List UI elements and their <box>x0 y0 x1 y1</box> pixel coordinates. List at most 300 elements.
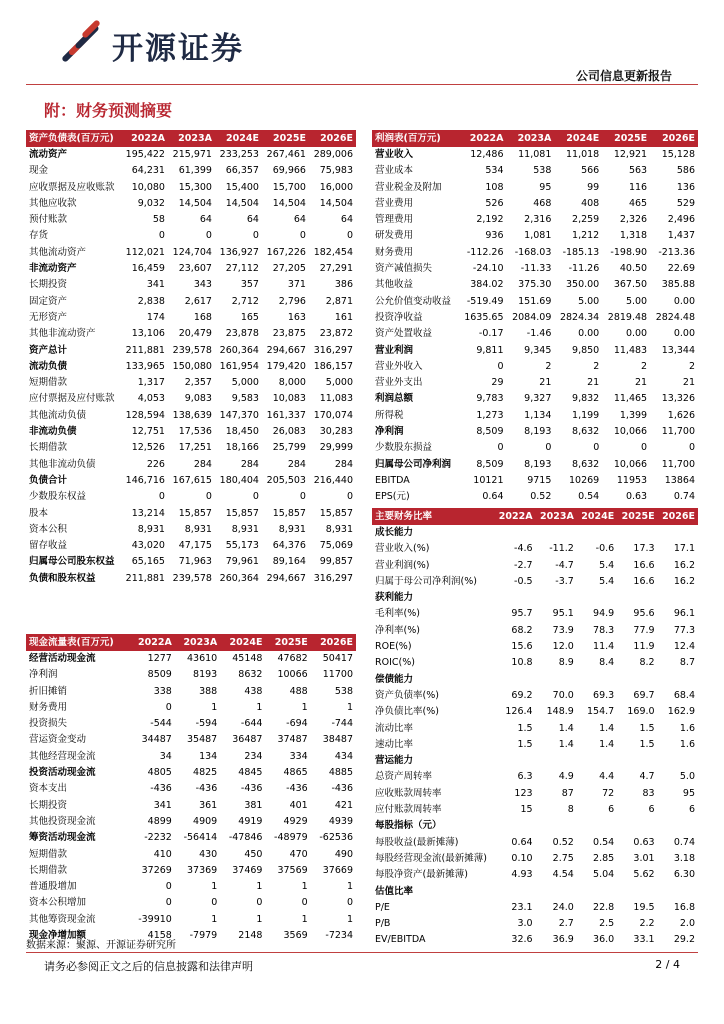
row-value <box>536 818 577 834</box>
row-value: 138,639 <box>172 409 212 421</box>
row-value: 9,811 <box>476 344 504 356</box>
table-row <box>372 457 698 473</box>
row-value: 64 <box>246 214 259 226</box>
row-value: -56414 <box>183 832 218 844</box>
row-value <box>617 590 657 606</box>
row-value: 4865 <box>283 767 308 779</box>
table-row <box>26 781 356 797</box>
row-value: 21 <box>635 377 648 389</box>
row-value <box>617 818 657 834</box>
row-label: ROE(%) <box>375 641 412 653</box>
row-value: 12,526 <box>131 442 165 454</box>
row-value: 2148 <box>238 930 263 942</box>
row-value: 161,954 <box>219 360 259 372</box>
year-header: 2022A <box>494 508 535 525</box>
row-value <box>577 753 617 769</box>
row-value <box>658 672 698 688</box>
table-row <box>26 310 356 326</box>
row-value: 4885 <box>328 767 353 779</box>
table-row <box>26 147 356 163</box>
row-value: 95.1 <box>552 608 574 620</box>
row-value: 0 <box>545 442 552 454</box>
row-value: 133,965 <box>125 360 165 372</box>
ratio-table <box>372 508 698 949</box>
row-value: 1 <box>256 701 263 713</box>
table-row <box>26 506 356 522</box>
row-value: 0.52 <box>530 491 552 503</box>
row-value: 77.3 <box>673 624 695 636</box>
row-value: 17.1 <box>673 543 695 555</box>
row-value <box>617 672 657 688</box>
row-value: 23,875 <box>272 328 306 340</box>
row-value: 95.6 <box>633 608 655 620</box>
row-label: 每股指标（元） <box>375 820 442 832</box>
row-value: 529 <box>676 197 695 209</box>
row-value: 5.4 <box>599 575 615 587</box>
row-value: 0 <box>256 897 263 909</box>
row-value: 161,337 <box>266 409 306 421</box>
row-value: 27,112 <box>225 263 259 275</box>
row-value: 9,783 <box>476 393 504 405</box>
row-value: -185.13 <box>562 246 600 258</box>
table-title: 利润表(百万元) <box>372 130 459 147</box>
row-value: 8.2 <box>639 657 655 669</box>
row-value: 6.3 <box>517 771 533 783</box>
row-value: 3.18 <box>673 852 695 864</box>
row-value: 25,799 <box>272 442 306 454</box>
table-row <box>26 879 356 895</box>
row-label: 财务费用 <box>29 701 68 713</box>
row-value: 0 <box>346 897 353 909</box>
table-row <box>26 457 356 473</box>
table-row <box>372 163 698 179</box>
row-value: 316,297 <box>313 572 353 584</box>
row-value: 1.4 <box>599 722 615 734</box>
table-row <box>372 375 698 391</box>
row-value: 8.7 <box>679 657 695 669</box>
row-value: 22.8 <box>593 901 615 913</box>
row-value: 2 <box>545 360 552 372</box>
income-statement-table <box>372 130 698 506</box>
row-value: -112.26 <box>466 246 504 258</box>
row-value: 4939 <box>328 815 353 827</box>
row-value: 8,193 <box>524 426 552 438</box>
row-value: 10,083 <box>272 393 306 405</box>
row-value: 165 <box>240 311 259 323</box>
year-header: 2023A <box>536 508 577 525</box>
row-label: 股本 <box>29 507 49 519</box>
row-value: 465 <box>628 197 648 209</box>
table-row <box>26 180 356 196</box>
table-row <box>26 440 356 456</box>
row-label: 归属母公司股东权益 <box>29 556 115 568</box>
row-value: 1,399 <box>619 409 648 421</box>
row-value: 126.4 <box>505 706 533 718</box>
row-value: 1.4 <box>558 738 574 750</box>
row-value: 43610 <box>187 653 218 664</box>
row-label: P/E <box>375 901 390 913</box>
row-value: 1.5 <box>517 738 533 750</box>
row-value: 408 <box>581 197 600 209</box>
row-value <box>494 590 535 606</box>
row-value: 15.6 <box>511 641 533 653</box>
row-value: 23,872 <box>319 328 353 340</box>
row-value: 18,450 <box>225 426 259 438</box>
row-value <box>494 884 535 900</box>
row-value <box>658 525 698 541</box>
row-value: 75,069 <box>319 540 353 552</box>
row-value: 23,607 <box>178 263 212 275</box>
row-value: 37269 <box>141 864 172 876</box>
row-value: 0.00 <box>625 328 648 340</box>
row-value: 488 <box>289 685 308 697</box>
row-value: 226 <box>146 458 165 470</box>
section-title: 附：财务预测摘要 <box>44 101 173 120</box>
row-value: 2,192 <box>476 214 504 226</box>
table-row <box>372 261 698 277</box>
row-value: 6 <box>688 804 695 816</box>
row-label: 资产减值损失 <box>375 263 433 275</box>
row-value: 6.30 <box>673 869 695 881</box>
row-label: 归属于母公司净利润(%) <box>375 575 477 587</box>
row-value: 3569 <box>283 930 308 942</box>
table-row <box>26 830 356 846</box>
row-label: 营业利润 <box>375 344 414 356</box>
row-value <box>658 590 698 606</box>
disclaimer: 请务必参阅正文之后的信息披露和法律声明 <box>44 960 253 973</box>
table-row <box>26 261 356 277</box>
balance-sheet-table <box>26 130 356 587</box>
row-value: -1.46 <box>526 328 552 340</box>
row-value <box>658 753 698 769</box>
row-value: 14,504 <box>272 197 306 209</box>
table-row <box>372 424 698 440</box>
row-value: 0 <box>299 491 306 503</box>
row-label: 净负债比率(%) <box>375 706 439 718</box>
row-value: 73.9 <box>552 624 574 636</box>
row-value: 1,318 <box>619 230 648 242</box>
year-header: 2023A <box>507 130 555 147</box>
row-value: 16.2 <box>673 575 695 587</box>
row-value: 12,486 <box>470 149 504 160</box>
row-value: 2824.48 <box>655 311 695 323</box>
row-value: 71,963 <box>178 556 212 568</box>
row-value: 284 <box>240 458 259 470</box>
row-value: 334 <box>289 750 308 762</box>
row-value: 5.04 <box>593 869 615 881</box>
row-label: 长期投资 <box>29 279 68 291</box>
row-value: 2,838 <box>137 295 165 307</box>
row-value: 11,083 <box>319 393 353 405</box>
row-label: 资产负债率(%) <box>375 689 439 701</box>
table-row <box>26 277 356 293</box>
row-value: 0 <box>593 442 600 454</box>
row-value: 10121 <box>473 474 504 486</box>
table-row <box>372 440 698 456</box>
row-value: 1.4 <box>558 722 574 734</box>
row-value: 128,594 <box>125 409 165 421</box>
row-value: 13,326 <box>661 393 695 405</box>
table-row <box>372 558 698 574</box>
row-value: 22.69 <box>667 263 695 275</box>
row-value: -48979 <box>274 832 308 844</box>
row-value: 9,850 <box>572 344 600 356</box>
row-label: 投资损失 <box>29 718 68 730</box>
row-value <box>577 672 617 688</box>
row-value: 284 <box>334 458 353 470</box>
row-value: 0 <box>165 881 172 893</box>
row-value: 239,578 <box>172 572 212 584</box>
row-value: 11,081 <box>518 149 552 160</box>
row-value: 8,632 <box>572 426 600 438</box>
row-value: 10,066 <box>613 426 648 438</box>
table-row <box>26 408 356 424</box>
report-type: 公司信息更新报告 <box>575 69 672 83</box>
row-value: 538 <box>533 165 552 177</box>
row-value: 96.1 <box>673 608 695 620</box>
row-value: 34487 <box>141 734 172 746</box>
row-value: 147,370 <box>219 409 259 421</box>
row-value: 0 <box>205 230 212 242</box>
row-value: 534 <box>485 165 504 177</box>
row-value: -644 <box>240 718 263 730</box>
table-row <box>26 212 356 228</box>
row-value: -7234 <box>325 930 353 942</box>
row-value: 0.74 <box>673 491 695 503</box>
row-value: 1 <box>211 881 218 893</box>
row-value: 9,345 <box>524 344 552 356</box>
table-header-row <box>372 508 698 525</box>
row-label: 应收账款周转率 <box>375 787 442 799</box>
table-row <box>372 294 698 310</box>
table-row <box>26 391 356 407</box>
year-header: 2025E <box>602 130 650 147</box>
row-value: 95 <box>539 181 552 193</box>
year-header: 2024E <box>577 508 617 525</box>
row-value: 401 <box>289 799 308 811</box>
row-value: 2,617 <box>184 295 212 307</box>
table-row <box>26 343 356 359</box>
row-value: 386 <box>334 279 353 291</box>
row-value: 4909 <box>193 815 218 827</box>
row-value: 936 <box>485 230 504 242</box>
row-value: 37487 <box>277 734 308 746</box>
row-value: 30,283 <box>319 426 353 438</box>
row-value: 186,157 <box>313 360 353 372</box>
table-row <box>372 835 698 851</box>
table-row <box>26 571 356 587</box>
table-row <box>372 180 698 196</box>
row-label: 其他应收款 <box>29 197 77 209</box>
row-value: -436 <box>331 783 353 795</box>
row-value: 195,422 <box>125 149 165 160</box>
row-value: 1,081 <box>524 230 552 242</box>
row-value: 14,504 <box>319 197 353 209</box>
row-label: 其他收益 <box>375 279 414 291</box>
row-value: 13,214 <box>131 507 165 519</box>
row-value: 343 <box>193 279 212 291</box>
logo-mark-icon <box>58 22 104 68</box>
row-value: 17,251 <box>178 442 212 454</box>
row-label: 营业成本 <box>375 165 414 177</box>
row-value: 8,193 <box>524 458 552 470</box>
table-row <box>26 716 356 732</box>
row-label: 营业外支出 <box>375 377 423 389</box>
row-label: 毛利率(%) <box>375 608 420 620</box>
logo-text: 开源证券 <box>112 30 244 67</box>
row-value: 8.4 <box>599 657 615 669</box>
row-value: 65,165 <box>131 556 165 568</box>
row-value <box>494 672 535 688</box>
row-value: 1277 <box>147 653 172 664</box>
row-value: 1,212 <box>572 230 600 242</box>
row-label: 存货 <box>29 230 49 242</box>
row-value: 1,317 <box>137 377 165 389</box>
row-value: 371 <box>287 279 306 291</box>
row-value: 289,006 <box>313 149 353 160</box>
row-value: 9,032 <box>137 197 165 209</box>
row-label: 总资产周转率 <box>375 771 433 783</box>
row-label: 留存收益 <box>29 540 68 552</box>
row-value: -594 <box>195 718 218 730</box>
row-value: 36.9 <box>552 934 574 946</box>
row-value <box>617 884 657 900</box>
row-value: 385.88 <box>661 279 695 291</box>
row-value: 0 <box>158 230 165 242</box>
row-value: 341 <box>153 799 172 811</box>
row-value: 234 <box>244 750 263 762</box>
row-label: 公允价值变动收益 <box>375 295 452 307</box>
row-value: 4929 <box>283 815 308 827</box>
row-label: 净利润 <box>29 669 58 681</box>
table-row <box>372 688 698 704</box>
row-value: 37469 <box>232 864 263 876</box>
row-value: 2,496 <box>667 214 695 226</box>
row-value: 11,018 <box>565 149 600 160</box>
row-value: 15,128 <box>661 149 695 160</box>
row-value: 0.00 <box>578 328 600 340</box>
row-value: 0 <box>301 897 308 909</box>
table-row <box>372 343 698 359</box>
row-value: 69,966 <box>272 165 306 177</box>
table-row <box>372 408 698 424</box>
row-value: 75,983 <box>319 165 353 177</box>
row-value: 15,300 <box>178 181 212 193</box>
row-value: 0.63 <box>625 491 648 503</box>
row-value: -519.49 <box>466 295 504 307</box>
row-label: 资本公积增加 <box>29 897 87 909</box>
row-value: -11.33 <box>520 263 552 275</box>
row-value: 64,231 <box>131 165 165 177</box>
table-row <box>372 228 698 244</box>
table-header-row <box>372 130 698 147</box>
table-row <box>372 786 698 802</box>
row-value: 95 <box>682 787 695 799</box>
row-value: -436 <box>195 783 218 795</box>
row-value: 1.6 <box>679 722 695 734</box>
row-value: 13,344 <box>661 344 695 356</box>
row-value: 15,857 <box>225 507 259 519</box>
row-value: 11953 <box>616 474 648 486</box>
year-header: 2022A <box>459 130 507 147</box>
row-label: 净利润 <box>375 426 404 438</box>
row-value: 3.01 <box>633 852 655 864</box>
row-label: 速动比率 <box>375 738 414 750</box>
table-row <box>372 574 698 590</box>
row-value: -11.2 <box>549 543 574 555</box>
row-value: 361 <box>199 799 218 811</box>
row-value: 2824.34 <box>559 311 600 323</box>
row-value: 0 <box>688 442 695 454</box>
year-header: 2026E <box>311 634 356 651</box>
row-value: 38487 <box>322 734 353 746</box>
row-label: 流动负债 <box>29 360 68 372</box>
row-value: 136 <box>676 181 695 193</box>
row-value: -436 <box>240 783 263 795</box>
row-value: 11700 <box>322 669 353 681</box>
row-value: 1 <box>346 913 353 925</box>
row-value: -213.36 <box>658 246 695 258</box>
row-label: EPS(元) <box>375 491 410 503</box>
row-value <box>577 525 617 541</box>
row-value: 410 <box>153 848 172 860</box>
row-value: -2232 <box>144 832 172 844</box>
row-value: 64 <box>340 214 353 226</box>
row-value: 205,503 <box>266 474 306 486</box>
row-label: 流动比率 <box>375 722 414 734</box>
row-value: -168.03 <box>514 246 552 258</box>
row-value: 2,871 <box>325 295 353 307</box>
row-value: 136,927 <box>219 246 259 258</box>
table-row <box>372 916 698 932</box>
row-value: 216,440 <box>313 474 353 486</box>
row-value: 2 <box>593 360 600 372</box>
row-value: 78.3 <box>593 624 615 636</box>
row-value: 72 <box>602 787 615 799</box>
row-value: 0 <box>252 491 259 503</box>
year-header: 2026E <box>309 130 356 147</box>
row-value: 0 <box>205 491 212 503</box>
row-value: 538 <box>334 685 353 697</box>
table-row <box>26 375 356 391</box>
table-row <box>372 326 698 342</box>
row-value: 8.9 <box>558 657 574 669</box>
row-label: 其他投资现金流 <box>29 815 96 827</box>
footer-rule <box>26 952 698 953</box>
row-value: -694 <box>286 718 308 730</box>
table-header-row <box>26 634 356 651</box>
row-value: 8,931 <box>184 523 212 535</box>
row-value: 69.2 <box>511 689 533 701</box>
row-value: 1,199 <box>572 409 600 421</box>
row-value: 10269 <box>569 474 600 486</box>
row-label: 营业外收入 <box>375 360 423 372</box>
row-value: 16,459 <box>131 263 165 275</box>
table-row <box>26 245 356 261</box>
row-label: 偿债能力 <box>375 673 414 685</box>
row-label: EBITDA <box>375 474 410 486</box>
row-value: 11,483 <box>613 344 648 356</box>
row-value: 239,578 <box>172 344 212 356</box>
row-label: 短期借款 <box>29 848 68 860</box>
row-value: 4805 <box>147 767 172 779</box>
row-label: 长期借款 <box>29 864 68 876</box>
row-value: 32.6 <box>511 934 533 946</box>
row-value: 421 <box>334 799 353 811</box>
row-value: 29.2 <box>673 934 695 946</box>
row-value: -47846 <box>228 832 263 844</box>
row-value: 5,000 <box>325 377 353 389</box>
